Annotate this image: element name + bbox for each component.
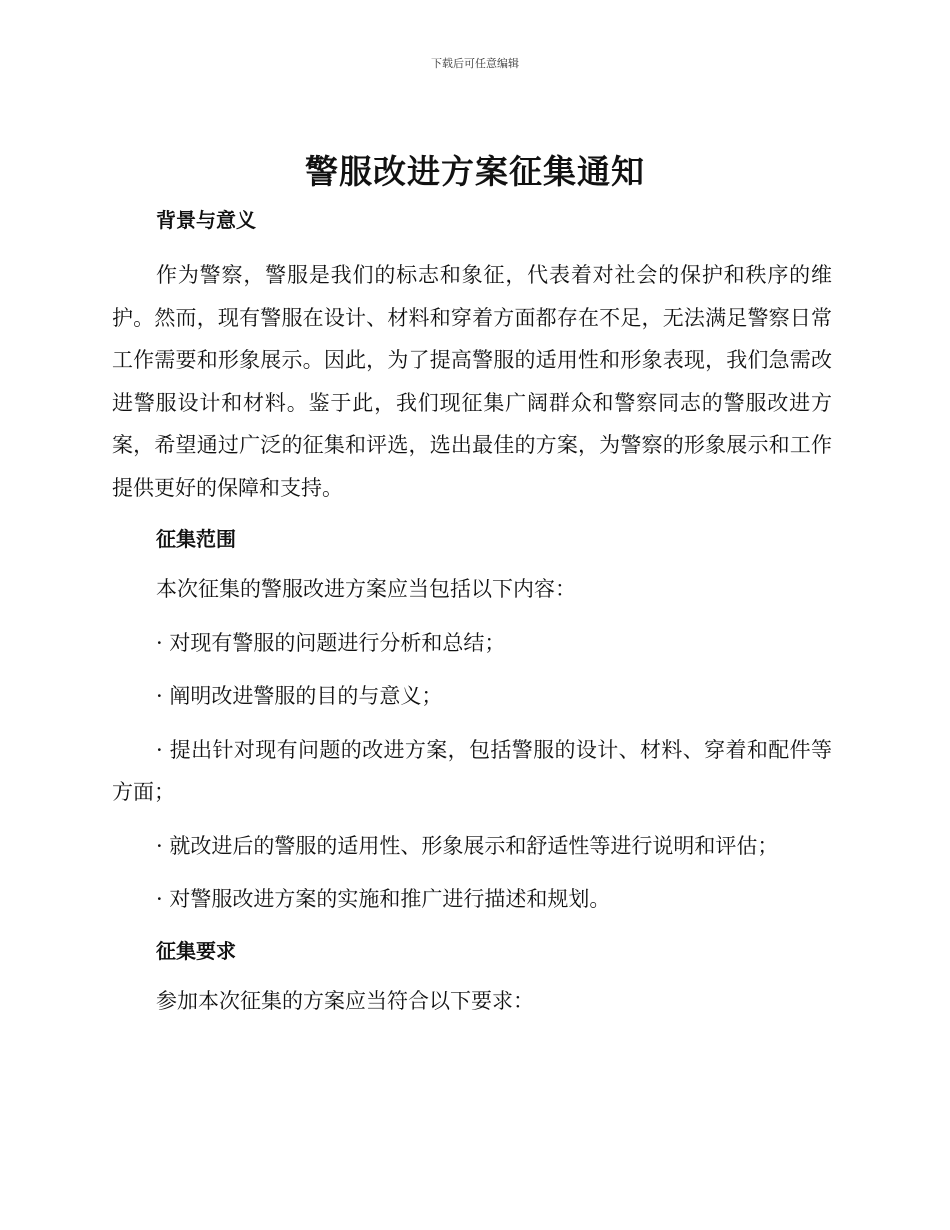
- scope-item: · 对警服改进方案的实施和推广进行描述和规划。: [156, 887, 611, 911]
- scope-item: · 提出针对现有问题的改进方案，包括警服的设计、材料、穿着和配件等方面；: [112, 737, 832, 804]
- section-heading-scope: 征集范围: [156, 527, 236, 551]
- section-heading-background: 背景与意义: [156, 208, 256, 232]
- scope-item: · 阐明改进警服的目的与意义；: [156, 684, 443, 708]
- section-heading-requirements: 征集要求: [156, 938, 236, 963]
- document-title: 警服改进方案征集通知: [305, 152, 645, 191]
- header-note: 下载后可任意编辑: [431, 57, 519, 70]
- document-body: [112, 202, 832, 1022]
- requirements-intro: 参加本次征集的方案应当符合以下要求：: [156, 988, 534, 1013]
- scope-intro: 本次征集的警服改进方案应当包括以下内容：: [156, 577, 576, 601]
- scope-item: · 对现有警服的问题进行分析和总结；: [156, 630, 506, 655]
- background-paragraph: 作为警察，警服是我们的标志和象征，代表着对社会的保护和秩序的维护。然而，现有警服在设计、材料和穿着方面都存在不足，无法满足警察日常工作需要和形象展示。因此，为了提高警服的适用性和形象表现，我们急需改进警服设计和材料。鉴于此，我们现征集广阔群众和警察同志的警服改进方案，希望通过广泛的征集和评选，选出最佳的方案，为警察的形象展示和工作提供更好的保障和支持。: [112, 263, 832, 500]
- scope-item: · 就改进后的警服的适用性、形象展示和舒适性等进行说明和评估；: [156, 833, 779, 858]
